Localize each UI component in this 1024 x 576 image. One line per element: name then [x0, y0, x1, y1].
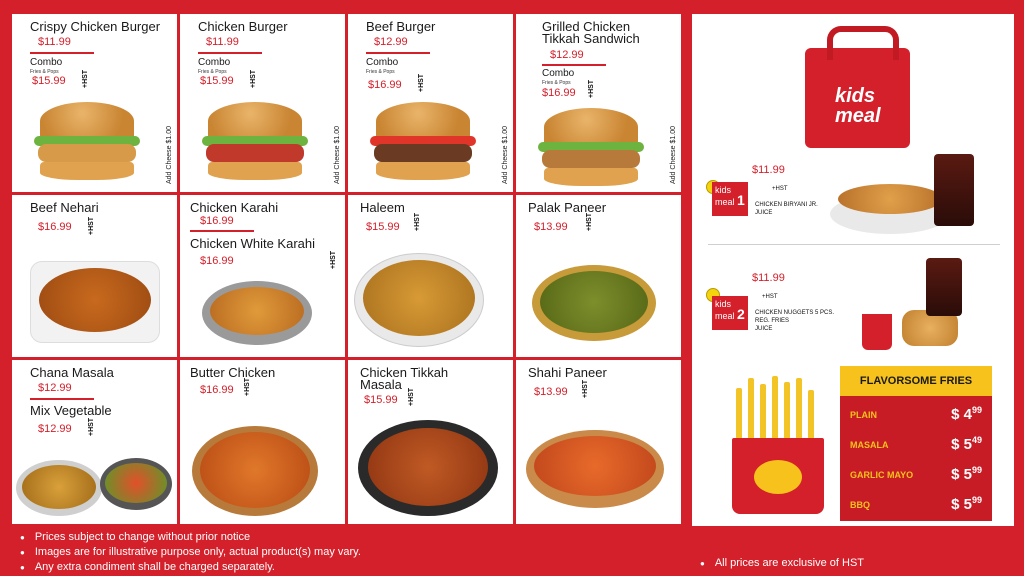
kids-meal-1-desc-line1: CHICKEN BIRYANI JR. [755, 202, 818, 208]
kids-meal-1-badge: kids meal 1 [712, 182, 748, 216]
item-price: $16.99 [200, 215, 234, 227]
menu-item-butter-chicken [180, 360, 345, 524]
item-price: $12.99 [374, 36, 408, 48]
divider [708, 244, 1000, 245]
fries-cup-image [862, 314, 892, 350]
dish-image [532, 265, 656, 341]
fries-price: $ $5^{99}$ [951, 495, 982, 513]
tax-label: +HST [408, 387, 415, 406]
fries-price: $ $5^{49}$ [951, 435, 982, 453]
fries-label: GARLIC MAYO [850, 470, 914, 480]
tax-label: +HST [250, 69, 257, 88]
fries-row-masala [850, 434, 982, 458]
item-name-line2: Masala [360, 377, 402, 392]
kids-meal-2-desc-line2: REG. FRIES [755, 318, 790, 324]
addon-label: Add Cheese $1.00 [166, 126, 173, 184]
item-name-2: Chicken White Karahi [190, 236, 315, 251]
menu-item-grilled-chicken-tikkah-sandwich [516, 14, 681, 192]
burger-image [368, 102, 478, 186]
combo-label: Combo [30, 57, 63, 68]
item-name: Chana Masala [30, 365, 114, 380]
menu-item-chana-masala [12, 360, 177, 524]
kids-meal-title-line2: meal [835, 105, 881, 127]
divider [198, 52, 262, 54]
tax-label: +HST [588, 79, 595, 98]
fries-label: BBQ [850, 500, 870, 510]
dish-image-mix-vegetable [100, 458, 172, 510]
item-name: Chicken Karahi [190, 200, 279, 215]
tax-label: +HST [414, 212, 421, 231]
kids-meal-2-price: $11.99 [752, 272, 785, 284]
menu-item-beef-burger [348, 14, 513, 192]
combo-price: $16.99 [542, 87, 576, 99]
item-price: $12.99 [38, 382, 72, 394]
item-price: $12.99 [550, 49, 584, 61]
menu-item-chicken-karahi [180, 195, 345, 357]
item-price: $16.99 [200, 384, 234, 396]
dish-image [30, 261, 160, 343]
item-price: $16.99 [38, 221, 72, 233]
dish-image [526, 430, 664, 508]
kids-meal-1-tax: +HST [772, 186, 788, 192]
fries-label: MASALA [850, 440, 889, 450]
fries-label: PLAIN [850, 410, 877, 420]
combo-price: $16.99 [368, 79, 402, 91]
item-name: Haleem [360, 200, 405, 215]
divider [30, 52, 94, 54]
item-name-line2: Tikkah Sandwich [542, 31, 640, 46]
tax-label: +HST [88, 216, 95, 235]
dish-image-chana [16, 460, 102, 516]
item-name: Beef Nehari [30, 200, 99, 215]
fries-bucket-image [726, 376, 826, 446]
addon-label: Add Cheese $1.00 [670, 126, 677, 184]
kids-meal-2-desc-line3: JUICE [755, 326, 773, 332]
kids-meal-2-badge: kids meal 2 [712, 296, 748, 330]
tax-label: +HST [330, 250, 337, 269]
item-price: $13.99 [534, 221, 568, 233]
item-price: $11.99 [38, 36, 71, 48]
fries-title: FLAVORSOME FRIES [840, 366, 992, 396]
combo-label: Combo [366, 57, 399, 68]
item-name: Shahi Paneer [528, 365, 607, 380]
hst-note: ● All prices are exclusive of HST [700, 557, 864, 569]
footer-notes [20, 530, 361, 575]
combo-price: $15.99 [200, 75, 234, 87]
tax-label: +HST [82, 69, 89, 88]
item-name-line1: Chicken Tikkah [360, 365, 449, 380]
item-name: Palak Paneer [528, 200, 607, 215]
note-3: ● Any extra condiment shall be charged separately. [20, 560, 361, 575]
combo-label: Combo [542, 68, 575, 79]
combo-sub: Fries & Pops [542, 80, 571, 86]
item-price-2: $16.99 [200, 255, 234, 267]
menu-item-crispy-chicken-burger [12, 14, 177, 192]
divider [366, 52, 430, 54]
item-name: Beef Burger [366, 19, 436, 34]
tax-label: +HST [582, 379, 589, 398]
addon-label: Add Cheese $1.00 [502, 126, 509, 184]
item-price: $15.99 [366, 221, 400, 233]
item-name-line1: Grilled Chicken [542, 19, 631, 34]
note-1: ● Prices subject to change without prior notice [20, 530, 361, 545]
kids-meal-1-desc-line2: JUICE [755, 210, 773, 216]
fries-row-bbq [850, 494, 982, 518]
combo-sub: Fries & Pops [198, 69, 227, 75]
combo-sub: Fries & Pops [366, 69, 395, 75]
biryani-bowl-image [830, 194, 950, 234]
dish-image [358, 420, 498, 516]
menu-grid [12, 14, 680, 526]
menu-item-palak-paneer [516, 195, 681, 357]
menu-item-haleem [348, 195, 513, 357]
combo-price: $15.99 [32, 75, 66, 87]
tax-label: +HST [244, 377, 251, 396]
tax-label: +HST [586, 212, 593, 231]
dish-image [202, 281, 312, 345]
kids-meal-box-image [805, 48, 910, 148]
tax-label: +HST [88, 417, 95, 436]
menu-item-beef-nehari [12, 195, 177, 357]
item-price: $13.99 [534, 386, 568, 398]
kids-and-fries-panel [692, 14, 1014, 526]
fries-bucket [732, 438, 824, 514]
item-name-2: Mix Vegetable [30, 403, 112, 418]
item-name: Butter Chicken [190, 365, 276, 380]
burger-image [32, 102, 142, 186]
divider [30, 398, 94, 400]
item-price-2: $12.99 [38, 423, 72, 435]
kids-meal-title-line1: kids [835, 85, 876, 107]
dish-image [354, 253, 484, 347]
addon-label: Add Cheese $1.00 [334, 126, 341, 184]
burger-image [200, 102, 310, 186]
tax-label: +HST [418, 73, 425, 92]
combo-sub: Fries & Pops [30, 69, 59, 75]
kids-meal-1-price: $11.99 [752, 164, 785, 176]
item-name: Chicken Burger [198, 19, 288, 34]
kids-meal-2-tax: +HST [762, 294, 778, 300]
item-price: $15.99 [364, 394, 398, 406]
item-price: $11.99 [206, 36, 239, 48]
combo-label: Combo [198, 57, 231, 68]
item-name: Crispy Chicken Burger [30, 19, 161, 34]
fries-price: $ $4^{99}$ [951, 405, 982, 423]
menu-item-chicken-tikkah-masala [348, 360, 513, 524]
fries-row-plain [850, 404, 982, 428]
divider [542, 64, 606, 66]
brand-logo [754, 460, 802, 494]
fries-price-table [840, 366, 992, 521]
divider [190, 230, 254, 232]
fries-price: $ $5^{99}$ [951, 465, 982, 483]
menu-item-chicken-burger [180, 14, 345, 192]
note-2: ● Images are for illustrative purpose only, actual product(s) may vary. [20, 545, 361, 560]
juice-glass-image [934, 154, 974, 226]
juice-glass-image [926, 258, 962, 316]
kids-meal-2-desc-line1: CHICKEN NUGGETS 5 PCS. [755, 310, 835, 316]
burger-image [536, 108, 646, 192]
dish-image [192, 426, 318, 516]
menu-item-shahi-paneer [516, 360, 681, 524]
fries-row-garlic-mayo [850, 464, 982, 488]
